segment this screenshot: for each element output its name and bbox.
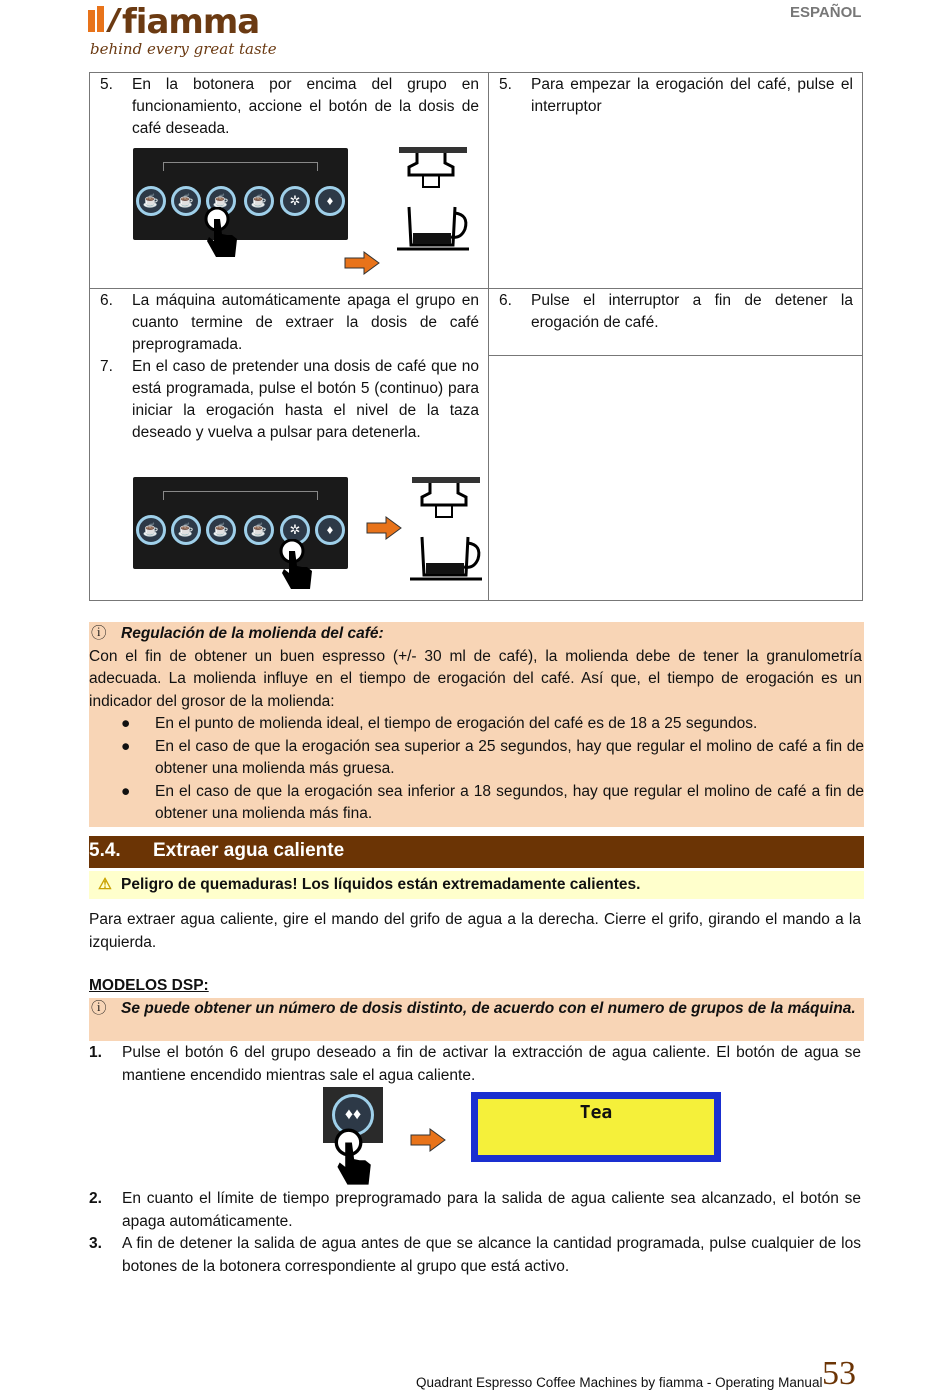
steps-table [89, 72, 863, 601]
warning-icon: ⚠ [98, 876, 112, 893]
hot-water-button-icon: ♦ [315, 186, 345, 216]
hot-water-button-icon: ♦♦ [332, 1094, 374, 1136]
list-item: ● En el caso de que la erogación sea inferior a 18 segundos, hay que regular el molino de café a fin de obtener una molienda más fina. [121, 782, 864, 822]
table-cell-row2-left [90, 289, 489, 601]
grind-info-title: Regulación de la molienda del café: [121, 625, 384, 642]
table-row [90, 289, 863, 356]
dsp-note-box [89, 998, 864, 1041]
dsp-note-text: Se puede obtener un número de dosis distinto, de acuerdo con el numero de grupos de la máquina. [121, 1000, 856, 1017]
coffee-button-icon: ☕ [136, 515, 166, 545]
orange-arrow-icon [344, 251, 380, 275]
table-cell-row1-right [489, 73, 863, 289]
page-number: 53 [822, 1355, 856, 1392]
section-title: Extraer agua caliente [153, 840, 345, 861]
orange-arrow-icon [366, 516, 402, 540]
grind-info-box [89, 622, 864, 827]
list-item: 5. Para empezar la erogación del café, pulse el interruptor [499, 76, 853, 115]
hot-water-button-icon: ♦ [315, 515, 345, 545]
coffee-button-icon: ☕ [206, 186, 236, 216]
list-item: 3. A fin de detener la salida de agua antes de que se alcance la cantidad programada, pulse cualquier de los botones de la botonera correspondiente al grupo que está activo. [89, 1235, 861, 1275]
display-text: Tea [579, 1102, 613, 1123]
list-item: ● En el punto de molienda ideal, el tiempo de erogación del café es de 18 a 25 segundos. [121, 715, 758, 732]
coffee-button-icon: ☕ [244, 515, 274, 545]
pointing-hand-icon [278, 539, 314, 591]
list-item: 1. Pulse el botón 6 del grupo deseado a fin de activar la extracción de agua caliente. El botón de agua se mantiene encendido mientras sale el agua caliente. [89, 1044, 861, 1084]
espresso-cup-icon [408, 475, 488, 585]
info-icon: ⓘ [91, 625, 107, 642]
warning-text: Peligro de quemaduras! Los líquidos están extremadamente calientes. [121, 876, 641, 893]
table-row [90, 73, 863, 289]
section-heading [89, 836, 864, 868]
coffee-button-icon: ☕ [136, 186, 166, 216]
table-cell-empty [489, 356, 863, 601]
table-cell-row2-right [489, 289, 863, 356]
pointing-hand-icon [333, 1128, 373, 1188]
list-item: 6. La máquina automáticamente apaga el grupo en cuanto termine de extraer la dosis de café preprogramada. [100, 292, 479, 353]
control-panel-illustration [133, 477, 348, 569]
footer-text: Quadrant Espresso Coffee Machines by fiamma - Operating Manual [416, 1375, 823, 1390]
fiamma-logo-mark [88, 6, 122, 36]
dsp-models-heading: MODELOS DSP: [89, 977, 209, 994]
display-screen [471, 1092, 721, 1162]
control-panel-illustration [133, 148, 348, 240]
coffee-button-icon: ☕ [171, 186, 201, 216]
coffee-button-icon: ☕ [171, 515, 201, 545]
coffee-button-icon: ☕ [244, 186, 274, 216]
list-item: 5. En la botonera por encima del grupo en funcionamiento, accione el botón de la dosis de café deseada. [100, 76, 479, 137]
brand-logo-text: fiamma [122, 2, 260, 42]
list-item: 6. Pulse el interruptor a fin de detener la erogación de café. [499, 292, 853, 331]
info-icon: ⓘ [91, 1000, 107, 1017]
orange-arrow-icon [410, 1128, 446, 1152]
list-item: ● En el caso de que la erogación sea superior a 25 segundos, hay que regular el molino de café a fin de obtener una molienda más gruesa. [121, 737, 864, 777]
pointing-hand-icon [203, 207, 239, 259]
language-label: ESPAÑOL [790, 4, 862, 21]
continuous-button-icon: ✲ [280, 186, 310, 216]
section-number: 5.4. [89, 840, 121, 861]
espresso-cup-icon [395, 145, 475, 255]
list-item: 7. En el caso de pretender una dosis de café que no está programada, pulse el botón 5 (continuo) para iniciar la erogación hasta el nivel de la taza deseado y vuelva a pulsar para detenerla. [100, 358, 479, 441]
continuous-button-icon: ✲ [280, 515, 310, 545]
brand-tagline: behind every great taste [90, 40, 277, 58]
list-item: 2. En cuanto el límite de tiempo preprogramado para la salida de agua caliente sea alcanzado, el botón se apaga automáticamente. [89, 1190, 861, 1230]
table-cell-row1-left [90, 73, 489, 289]
coffee-button-icon: ☕ [206, 515, 236, 545]
grind-info-body: Con el fin de obtener un buen espresso (+/- 30 ml de café), la molienda debe de tener la granulometría adecuada. La molienda influye en el tiempo de erogación del café. Así que, el tiempo de erogación es un indicador del grosor de la molienda: [89, 647, 862, 710]
hot-water-instructions: Para extraer agua caliente, gire el mando del grifo de agua a la derecha. Cierre el grifo, girando el mando a la izquierda. [89, 911, 861, 951]
burn-warning [89, 871, 864, 899]
